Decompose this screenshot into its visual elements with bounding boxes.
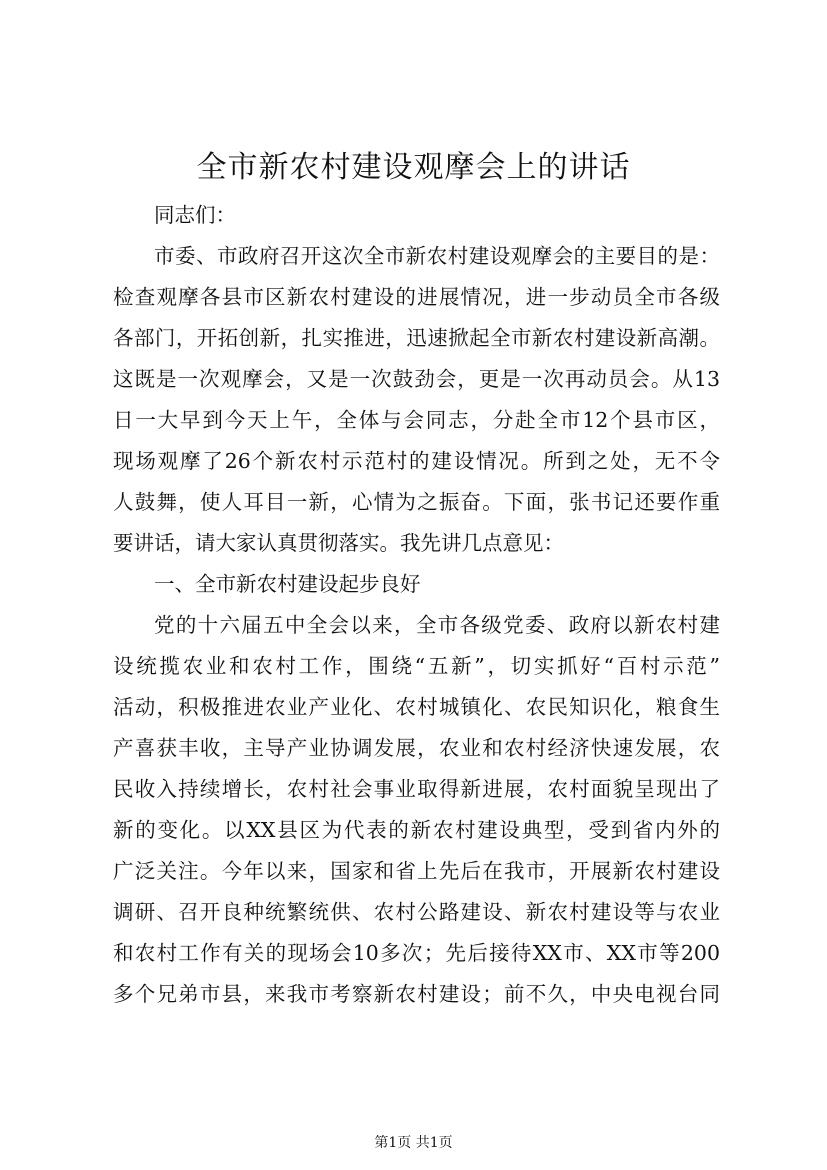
paragraph-line: 设统揽农业和农村工作，围绕“五新”，切实抓好“百村示范” xyxy=(113,654,720,678)
document-body xyxy=(113,195,720,1015)
paragraph-line: 要讲话，请大家认真贯彻落实。我先讲几点意见： xyxy=(113,531,564,555)
paragraph-line: 多个兄弟市县，来我市考察新农村建设；前不久，中央电视台同 xyxy=(113,982,720,1006)
paragraph-line: 市委、市政府召开这次全市新农村建设观摩会的主要目的是： xyxy=(154,244,720,268)
paragraph-line: 人鼓舞，使人耳目一新，心情为之振奋。下面，张书记还要作重 xyxy=(113,490,720,514)
paragraph-line: 检查观摩各县市区新农村建设的进展情况，进一步动员全市各级 xyxy=(113,285,720,309)
paragraph-line: 新的变化。以XX县区为代表的新农村建设典型，受到省内外的 xyxy=(113,818,720,842)
paragraph-line: 调研、召开良种统繁统供、农村公路建设、新农村建设等与农业 xyxy=(113,900,720,924)
paragraph-line: 民收入持续增长，农村社会事业取得新进展，农村面貌呈现出了 xyxy=(113,777,720,801)
paragraph-line: 党的十六届五中全会以来，全市各级党委、政府以新农村建 xyxy=(154,613,720,637)
paragraph-line: 现场观摩了26个新农村示范村的建设情况。所到之处，无不令 xyxy=(113,449,720,473)
paragraph-line: 产喜获丰收，主导产业协调发展，农业和农村经济快速发展，农 xyxy=(113,736,720,760)
document-title: 全市新农村建设观摩会上的讲话 xyxy=(196,150,631,185)
paragraph-line: 和农村工作有关的现场会10多次；先后接待XX市、XX市等200 xyxy=(113,941,720,965)
section-heading: 一、全市新农村建设起步良好 xyxy=(154,572,421,596)
page-number: 第1页 共1页 xyxy=(374,1135,453,1151)
paragraph-line: 活动，积极推进农业产业化、农村城镇化、农民知识化，粮食生 xyxy=(113,695,720,719)
salutation-line: 同志们： xyxy=(154,203,236,227)
paragraph-line: 各部门，开拓创新，扎实推进，迅速掀起全市新农村建设新高潮。 xyxy=(113,326,720,350)
paragraph-line: 日一大早到今天上午，全体与会同志，分赴全市12个县市区， xyxy=(113,408,720,432)
paragraph-line: 这既是一次观摩会，又是一次鼓劲会，更是一次再动员会。从13 xyxy=(113,367,720,391)
paragraph-line: 广泛关注。今年以来，国家和省上先后在我市，开展新农村建设 xyxy=(113,859,720,883)
